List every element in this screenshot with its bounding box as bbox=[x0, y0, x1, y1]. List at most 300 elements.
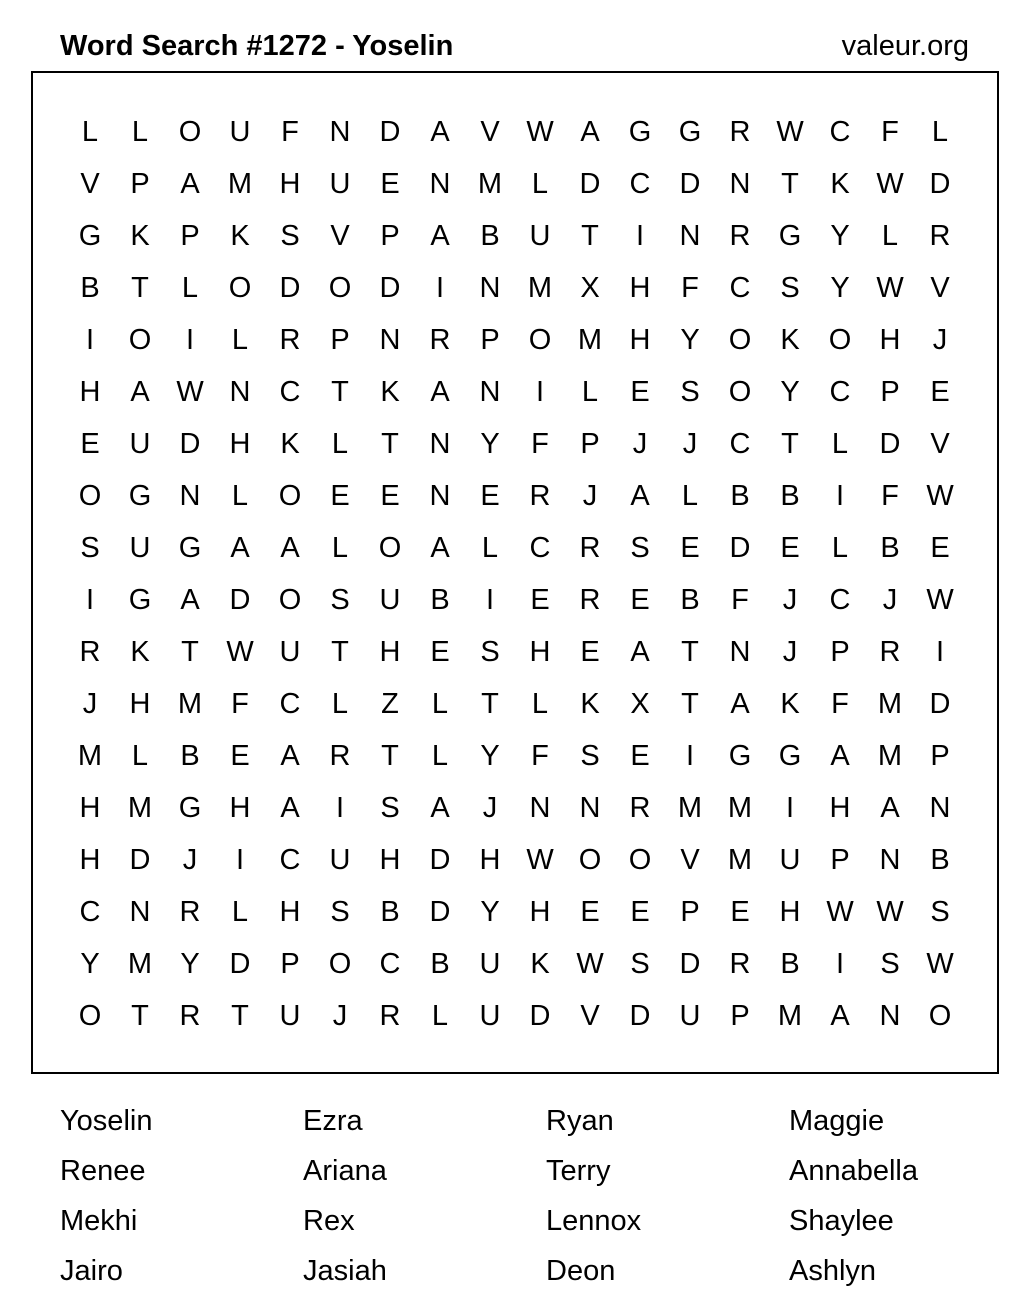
grid-cell[interactable]: Y bbox=[180, 948, 200, 980]
grid-cell[interactable]: T bbox=[131, 1000, 149, 1032]
grid-cell[interactable]: L bbox=[581, 376, 599, 408]
grid-cell[interactable]: D bbox=[379, 116, 401, 148]
grid-cell[interactable]: C bbox=[829, 376, 851, 408]
grid-cell[interactable]: Y bbox=[480, 896, 500, 928]
grid-cell[interactable]: B bbox=[80, 272, 100, 304]
grid-cell[interactable]: F bbox=[531, 428, 549, 460]
grid-cell[interactable]: J bbox=[582, 480, 598, 512]
grid-cell[interactable]: K bbox=[230, 220, 250, 252]
grid-cell[interactable]: R bbox=[179, 1000, 201, 1032]
grid-cell[interactable]: U bbox=[129, 428, 151, 460]
grid-cell[interactable]: C bbox=[729, 428, 751, 460]
grid-cell[interactable]: N bbox=[879, 844, 901, 876]
grid-cell[interactable]: L bbox=[431, 1000, 449, 1032]
grid-cell[interactable]: U bbox=[379, 584, 401, 616]
grid-cell[interactable]: N bbox=[229, 376, 251, 408]
grid-cell[interactable]: A bbox=[830, 740, 850, 772]
grid-cell[interactable]: G bbox=[178, 532, 202, 564]
grid-cell[interactable]: K bbox=[130, 636, 150, 668]
grid-cell[interactable]: V bbox=[930, 272, 950, 304]
grid-cell[interactable]: A bbox=[730, 688, 750, 720]
grid-cell[interactable]: I bbox=[335, 792, 345, 824]
grid-cell[interactable]: S bbox=[630, 948, 650, 980]
grid-cell[interactable]: K bbox=[780, 688, 800, 720]
grid-cell[interactable]: O bbox=[78, 480, 102, 512]
grid-cell[interactable]: M bbox=[127, 948, 153, 980]
grid-cell[interactable]: T bbox=[381, 428, 399, 460]
grid-cell[interactable]: X bbox=[630, 688, 650, 720]
grid-cell[interactable]: E bbox=[630, 584, 650, 616]
grid-cell[interactable]: G bbox=[678, 116, 702, 148]
grid-cell[interactable]: N bbox=[479, 376, 501, 408]
grid-cell[interactable]: P bbox=[830, 844, 850, 876]
grid-cell[interactable]: M bbox=[727, 844, 753, 876]
grid-cell[interactable]: L bbox=[881, 220, 899, 252]
grid-cell[interactable]: D bbox=[679, 948, 701, 980]
grid-cell[interactable]: T bbox=[331, 376, 349, 408]
grid-cell[interactable]: W bbox=[876, 168, 904, 200]
grid-cell[interactable]: L bbox=[431, 688, 449, 720]
grid-cell[interactable]: A bbox=[630, 636, 650, 668]
grid-cell[interactable]: H bbox=[529, 896, 551, 928]
grid-cell[interactable]: S bbox=[630, 532, 650, 564]
grid-cell[interactable]: F bbox=[681, 272, 699, 304]
grid-cell[interactable]: W bbox=[876, 272, 904, 304]
grid-cell[interactable]: D bbox=[279, 272, 301, 304]
grid-cell[interactable]: T bbox=[781, 168, 799, 200]
grid-cell[interactable]: W bbox=[526, 844, 554, 876]
grid-cell[interactable]: R bbox=[329, 740, 351, 772]
grid-cell[interactable]: A bbox=[430, 116, 450, 148]
grid-cell[interactable]: M bbox=[727, 792, 753, 824]
grid-cell[interactable]: R bbox=[729, 116, 751, 148]
grid-cell[interactable]: L bbox=[131, 740, 149, 772]
grid-cell[interactable]: T bbox=[331, 636, 349, 668]
grid-cell[interactable]: P bbox=[330, 324, 350, 356]
grid-cell[interactable]: O bbox=[128, 324, 152, 356]
grid-cell[interactable]: B bbox=[180, 740, 200, 772]
grid-cell[interactable]: J bbox=[882, 584, 898, 616]
grid-cell[interactable]: U bbox=[779, 844, 801, 876]
grid-cell[interactable]: D bbox=[229, 948, 251, 980]
grid-cell[interactable]: H bbox=[379, 844, 401, 876]
grid-cell[interactable]: R bbox=[429, 324, 451, 356]
grid-cell[interactable]: C bbox=[829, 116, 851, 148]
grid-cell[interactable]: Y bbox=[830, 220, 850, 252]
grid-cell[interactable]: D bbox=[229, 584, 251, 616]
grid-cell[interactable]: F bbox=[731, 584, 749, 616]
grid-cell[interactable]: H bbox=[229, 792, 251, 824]
grid-cell[interactable]: C bbox=[829, 584, 851, 616]
grid-cell[interactable]: N bbox=[429, 480, 451, 512]
grid-cell[interactable]: L bbox=[681, 480, 699, 512]
grid-cell[interactable]: L bbox=[131, 116, 149, 148]
grid-cell[interactable]: H bbox=[229, 428, 251, 460]
grid-cell[interactable]: M bbox=[77, 740, 103, 772]
grid-cell[interactable]: I bbox=[835, 948, 845, 980]
grid-cell[interactable]: E bbox=[630, 896, 650, 928]
grid-cell[interactable]: E bbox=[630, 376, 650, 408]
grid-cell[interactable]: R bbox=[629, 792, 651, 824]
grid-cell[interactable]: N bbox=[329, 116, 351, 148]
grid-cell[interactable]: H bbox=[279, 168, 301, 200]
grid-cell[interactable]: U bbox=[329, 844, 351, 876]
grid-cell[interactable]: D bbox=[679, 168, 701, 200]
grid-cell[interactable]: C bbox=[529, 532, 551, 564]
grid-cell[interactable]: S bbox=[580, 740, 600, 772]
grid-cell[interactable]: S bbox=[380, 792, 400, 824]
grid-cell[interactable]: I bbox=[85, 324, 95, 356]
grid-cell[interactable]: W bbox=[776, 116, 804, 148]
grid-cell[interactable]: N bbox=[679, 220, 701, 252]
grid-cell[interactable]: N bbox=[479, 272, 501, 304]
grid-cell[interactable]: O bbox=[578, 844, 602, 876]
grid-cell[interactable]: B bbox=[380, 896, 400, 928]
grid-cell[interactable]: F bbox=[531, 740, 549, 772]
grid-cell[interactable]: U bbox=[129, 532, 151, 564]
grid-cell[interactable]: G bbox=[778, 740, 802, 772]
grid-cell[interactable]: S bbox=[330, 896, 350, 928]
grid-cell[interactable]: S bbox=[480, 636, 500, 668]
grid-cell[interactable]: R bbox=[929, 220, 951, 252]
grid-cell[interactable]: A bbox=[830, 1000, 850, 1032]
grid-cell[interactable]: H bbox=[779, 896, 801, 928]
grid-cell[interactable]: L bbox=[231, 896, 249, 928]
grid-cell[interactable]: U bbox=[479, 1000, 501, 1032]
grid-cell[interactable]: T bbox=[231, 1000, 249, 1032]
grid-cell[interactable]: Y bbox=[480, 428, 500, 460]
grid-cell[interactable]: M bbox=[777, 1000, 803, 1032]
grid-cell[interactable]: L bbox=[481, 532, 499, 564]
grid-cell[interactable]: H bbox=[79, 792, 101, 824]
grid-cell[interactable]: C bbox=[279, 844, 301, 876]
grid-cell[interactable]: J bbox=[482, 792, 498, 824]
grid-cell[interactable]: L bbox=[831, 532, 849, 564]
grid-cell[interactable]: V bbox=[330, 220, 350, 252]
grid-cell[interactable]: D bbox=[429, 844, 451, 876]
grid-cell[interactable]: H bbox=[879, 324, 901, 356]
grid-cell[interactable]: R bbox=[279, 324, 301, 356]
grid-cell[interactable]: L bbox=[231, 324, 249, 356]
grid-cell[interactable]: J bbox=[632, 428, 648, 460]
grid-cell[interactable]: I bbox=[235, 844, 245, 876]
grid-cell[interactable]: I bbox=[185, 324, 195, 356]
grid-cell[interactable]: N bbox=[379, 324, 401, 356]
grid-cell[interactable]: V bbox=[80, 168, 100, 200]
grid-cell[interactable]: L bbox=[231, 480, 249, 512]
grid-cell[interactable]: V bbox=[480, 116, 500, 148]
grid-cell[interactable]: P bbox=[680, 896, 700, 928]
grid-cell[interactable]: S bbox=[680, 376, 700, 408]
grid-cell[interactable]: G bbox=[628, 116, 652, 148]
grid-cell[interactable]: E bbox=[580, 896, 600, 928]
grid-cell[interactable]: K bbox=[380, 376, 400, 408]
grid-cell[interactable]: G bbox=[178, 792, 202, 824]
grid-cell[interactable]: D bbox=[129, 844, 151, 876]
grid-cell[interactable]: S bbox=[930, 896, 950, 928]
grid-cell[interactable]: H bbox=[829, 792, 851, 824]
grid-cell[interactable]: P bbox=[180, 220, 200, 252]
grid-cell[interactable]: M bbox=[527, 272, 553, 304]
grid-cell[interactable]: S bbox=[330, 584, 350, 616]
grid-cell[interactable]: C bbox=[279, 376, 301, 408]
grid-cell[interactable]: B bbox=[780, 480, 800, 512]
grid-cell[interactable]: O bbox=[728, 324, 752, 356]
grid-cell[interactable]: C bbox=[379, 948, 401, 980]
grid-cell[interactable]: J bbox=[82, 688, 98, 720]
grid-cell[interactable]: O bbox=[628, 844, 652, 876]
grid-cell[interactable]: G bbox=[728, 740, 752, 772]
grid-cell[interactable]: U bbox=[279, 1000, 301, 1032]
grid-cell[interactable]: Y bbox=[680, 324, 700, 356]
grid-cell[interactable]: J bbox=[932, 324, 948, 356]
grid-cell[interactable]: G bbox=[128, 584, 152, 616]
grid-cell[interactable]: S bbox=[880, 948, 900, 980]
grid-cell[interactable]: J bbox=[782, 636, 798, 668]
grid-cell[interactable]: P bbox=[930, 740, 950, 772]
grid-cell[interactable]: A bbox=[230, 532, 250, 564]
grid-cell[interactable]: M bbox=[227, 168, 253, 200]
grid-cell[interactable]: D bbox=[629, 1000, 651, 1032]
grid-cell[interactable]: P bbox=[280, 948, 300, 980]
grid-cell[interactable]: W bbox=[926, 584, 954, 616]
grid-cell[interactable]: B bbox=[430, 584, 450, 616]
grid-cell[interactable]: V bbox=[930, 428, 950, 460]
grid-cell[interactable]: I bbox=[435, 272, 445, 304]
grid-cell[interactable]: E bbox=[230, 740, 250, 772]
grid-cell[interactable]: R bbox=[79, 636, 101, 668]
grid-cell[interactable]: O bbox=[728, 376, 752, 408]
grid-cell[interactable]: I bbox=[685, 740, 695, 772]
grid-cell[interactable]: Y bbox=[780, 376, 800, 408]
site-name[interactable]: valeur.org bbox=[841, 30, 969, 62]
grid-cell[interactable]: H bbox=[629, 272, 651, 304]
grid-cell[interactable]: D bbox=[929, 168, 951, 200]
grid-cell[interactable]: H bbox=[529, 636, 551, 668]
grid-cell[interactable]: I bbox=[485, 584, 495, 616]
grid-cell[interactable]: E bbox=[330, 480, 350, 512]
grid-cell[interactable]: B bbox=[680, 584, 700, 616]
grid-cell[interactable]: B bbox=[930, 844, 950, 876]
grid-cell[interactable]: Y bbox=[80, 948, 100, 980]
grid-cell[interactable]: B bbox=[730, 480, 750, 512]
grid-cell[interactable]: F bbox=[231, 688, 249, 720]
grid-cell[interactable]: B bbox=[430, 948, 450, 980]
grid-cell[interactable]: U bbox=[479, 948, 501, 980]
grid-cell[interactable]: C bbox=[729, 272, 751, 304]
grid-cell[interactable]: R bbox=[729, 220, 751, 252]
grid-cell[interactable]: E bbox=[630, 740, 650, 772]
grid-cell[interactable]: T bbox=[681, 636, 699, 668]
grid-cell[interactable]: L bbox=[331, 532, 349, 564]
grid-cell[interactable]: H bbox=[629, 324, 651, 356]
grid-cell[interactable]: D bbox=[929, 688, 951, 720]
grid-cell[interactable]: P bbox=[830, 636, 850, 668]
grid-cell[interactable]: C bbox=[79, 896, 101, 928]
grid-cell[interactable]: I bbox=[935, 636, 945, 668]
grid-cell[interactable]: P bbox=[380, 220, 400, 252]
grid-cell[interactable]: U bbox=[329, 168, 351, 200]
grid-cell[interactable]: E bbox=[580, 636, 600, 668]
grid-cell[interactable]: H bbox=[79, 376, 101, 408]
grid-cell[interactable]: A bbox=[430, 220, 450, 252]
grid-cell[interactable]: M bbox=[877, 688, 903, 720]
grid-cell[interactable]: D bbox=[579, 168, 601, 200]
grid-cell[interactable]: C bbox=[279, 688, 301, 720]
grid-cell[interactable]: J bbox=[332, 1000, 348, 1032]
grid-cell[interactable]: E bbox=[930, 376, 950, 408]
grid-cell[interactable]: I bbox=[785, 792, 795, 824]
grid-cell[interactable]: A bbox=[280, 532, 300, 564]
grid-cell[interactable]: A bbox=[180, 168, 200, 200]
grid-cell[interactable]: T bbox=[781, 428, 799, 460]
grid-cell[interactable]: S bbox=[780, 272, 800, 304]
grid-cell[interactable]: O bbox=[328, 948, 352, 980]
grid-cell[interactable]: T bbox=[681, 688, 699, 720]
grid-cell[interactable]: V bbox=[680, 844, 700, 876]
grid-cell[interactable]: N bbox=[129, 896, 151, 928]
grid-cell[interactable]: T bbox=[581, 220, 599, 252]
grid-cell[interactable]: P bbox=[480, 324, 500, 356]
grid-cell[interactable]: Y bbox=[480, 740, 500, 772]
grid-cell[interactable]: O bbox=[228, 272, 252, 304]
grid-cell[interactable]: E bbox=[430, 636, 450, 668]
grid-cell[interactable]: B bbox=[880, 532, 900, 564]
grid-cell[interactable]: M bbox=[127, 792, 153, 824]
grid-cell[interactable]: D bbox=[729, 532, 751, 564]
grid-cell[interactable]: L bbox=[331, 688, 349, 720]
grid-cell[interactable]: K bbox=[780, 324, 800, 356]
grid-cell[interactable]: W bbox=[176, 376, 204, 408]
grid-cell[interactable]: T bbox=[481, 688, 499, 720]
grid-cell[interactable]: R bbox=[179, 896, 201, 928]
grid-cell[interactable]: E bbox=[480, 480, 500, 512]
grid-cell[interactable]: W bbox=[876, 896, 904, 928]
grid-cell[interactable]: L bbox=[81, 116, 99, 148]
grid-cell[interactable]: U bbox=[529, 220, 551, 252]
grid-cell[interactable]: O bbox=[278, 584, 302, 616]
grid-cell[interactable]: N bbox=[429, 168, 451, 200]
grid-cell[interactable]: F bbox=[831, 688, 849, 720]
grid-cell[interactable]: A bbox=[130, 376, 150, 408]
grid-cell[interactable]: L bbox=[931, 116, 949, 148]
grid-cell[interactable]: W bbox=[926, 480, 954, 512]
grid-cell[interactable]: A bbox=[880, 792, 900, 824]
grid-cell[interactable]: I bbox=[535, 376, 545, 408]
grid-cell[interactable]: E bbox=[680, 532, 700, 564]
grid-cell[interactable]: A bbox=[430, 532, 450, 564]
grid-cell[interactable]: F bbox=[881, 480, 899, 512]
grid-cell[interactable]: H bbox=[379, 636, 401, 668]
grid-cell[interactable]: R bbox=[529, 480, 551, 512]
grid-cell[interactable]: R bbox=[579, 532, 601, 564]
grid-cell[interactable]: H bbox=[279, 896, 301, 928]
grid-cell[interactable]: R bbox=[379, 1000, 401, 1032]
grid-cell[interactable]: M bbox=[477, 168, 503, 200]
grid-cell[interactable]: X bbox=[580, 272, 600, 304]
grid-cell[interactable]: K bbox=[580, 688, 600, 720]
grid-cell[interactable]: G bbox=[78, 220, 102, 252]
grid-cell[interactable]: U bbox=[679, 1000, 701, 1032]
grid-cell[interactable]: K bbox=[830, 168, 850, 200]
grid-cell[interactable]: Y bbox=[830, 272, 850, 304]
grid-cell[interactable]: T bbox=[181, 636, 199, 668]
grid-cell[interactable]: T bbox=[131, 272, 149, 304]
grid-cell[interactable]: E bbox=[380, 480, 400, 512]
grid-cell[interactable]: N bbox=[729, 168, 751, 200]
grid-cell[interactable]: W bbox=[826, 896, 854, 928]
grid-cell[interactable]: K bbox=[130, 220, 150, 252]
grid-cell[interactable]: O bbox=[178, 116, 202, 148]
grid-cell[interactable]: L bbox=[431, 740, 449, 772]
grid-cell[interactable]: O bbox=[828, 324, 852, 356]
grid-cell[interactable]: I bbox=[85, 584, 95, 616]
grid-cell[interactable]: I bbox=[835, 480, 845, 512]
grid-cell[interactable]: O bbox=[528, 324, 552, 356]
grid-cell[interactable]: W bbox=[576, 948, 604, 980]
grid-cell[interactable]: E bbox=[530, 584, 550, 616]
grid-cell[interactable]: H bbox=[479, 844, 501, 876]
grid-cell[interactable]: A bbox=[280, 740, 300, 772]
grid-cell[interactable]: O bbox=[378, 532, 402, 564]
grid-cell[interactable]: D bbox=[379, 272, 401, 304]
grid-cell[interactable]: S bbox=[280, 220, 300, 252]
grid-cell[interactable]: P bbox=[130, 168, 150, 200]
grid-cell[interactable]: F bbox=[881, 116, 899, 148]
grid-cell[interactable]: N bbox=[429, 428, 451, 460]
grid-cell[interactable]: J bbox=[782, 584, 798, 616]
grid-cell[interactable]: N bbox=[529, 792, 551, 824]
grid-cell[interactable]: G bbox=[128, 480, 152, 512]
grid-cell[interactable]: O bbox=[278, 480, 302, 512]
grid-cell[interactable]: H bbox=[129, 688, 151, 720]
grid-cell[interactable]: E bbox=[730, 896, 750, 928]
grid-cell[interactable]: A bbox=[430, 376, 450, 408]
grid-cell[interactable]: P bbox=[730, 1000, 750, 1032]
grid-cell[interactable]: N bbox=[579, 792, 601, 824]
grid-cell[interactable]: C bbox=[629, 168, 651, 200]
grid-cell[interactable]: O bbox=[78, 1000, 102, 1032]
grid-cell[interactable]: E bbox=[930, 532, 950, 564]
grid-cell[interactable]: I bbox=[635, 220, 645, 252]
grid-cell[interactable]: K bbox=[280, 428, 300, 460]
grid-cell[interactable]: K bbox=[530, 948, 550, 980]
grid-cell[interactable]: E bbox=[780, 532, 800, 564]
grid-cell[interactable]: W bbox=[226, 636, 254, 668]
grid-cell[interactable]: O bbox=[928, 1000, 952, 1032]
grid-cell[interactable]: P bbox=[880, 376, 900, 408]
grid-cell[interactable]: U bbox=[229, 116, 251, 148]
grid-cell[interactable]: R bbox=[879, 636, 901, 668]
grid-cell[interactable]: J bbox=[182, 844, 198, 876]
grid-cell[interactable]: D bbox=[429, 896, 451, 928]
grid-cell[interactable]: L bbox=[331, 428, 349, 460]
grid-cell[interactable]: D bbox=[179, 428, 201, 460]
grid-cell[interactable]: N bbox=[879, 1000, 901, 1032]
grid-cell[interactable]: W bbox=[526, 116, 554, 148]
grid-cell[interactable]: L bbox=[831, 428, 849, 460]
grid-cell[interactable]: A bbox=[430, 792, 450, 824]
grid-cell[interactable]: A bbox=[280, 792, 300, 824]
grid-cell[interactable]: N bbox=[729, 636, 751, 668]
grid-cell[interactable]: V bbox=[580, 1000, 600, 1032]
grid-cell[interactable]: Z bbox=[381, 688, 399, 720]
grid-cell[interactable]: M bbox=[677, 792, 703, 824]
grid-cell[interactable]: D bbox=[529, 1000, 551, 1032]
grid-cell[interactable]: A bbox=[180, 584, 200, 616]
grid-cell[interactable]: E bbox=[380, 168, 400, 200]
grid-cell[interactable]: M bbox=[577, 324, 603, 356]
